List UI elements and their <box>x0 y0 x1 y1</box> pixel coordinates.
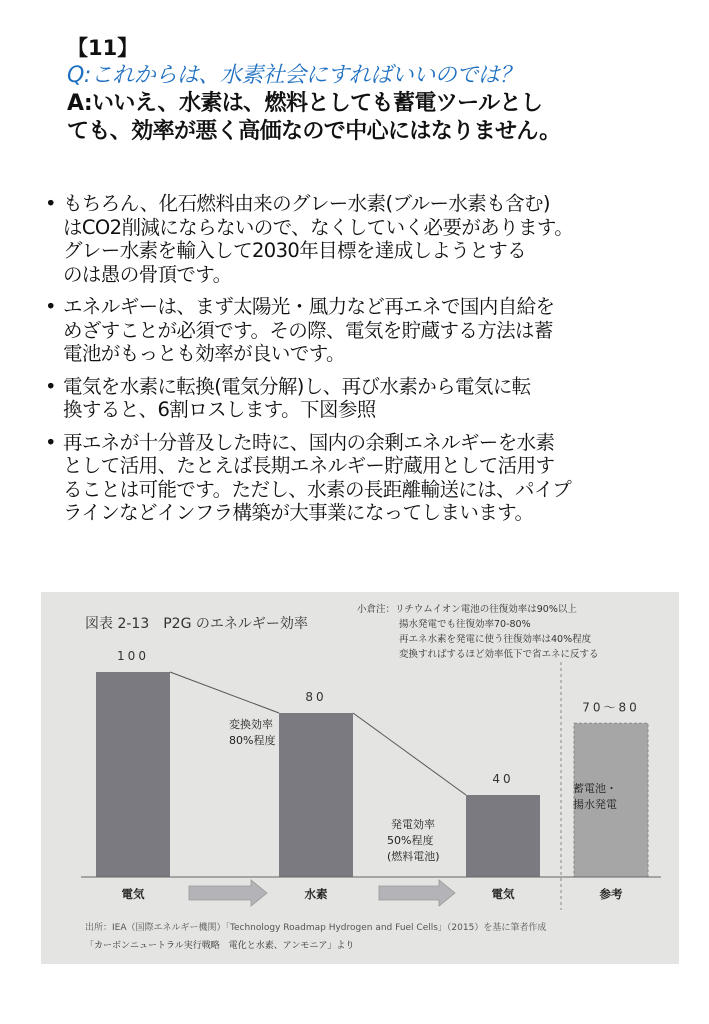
bar <box>466 795 540 877</box>
bullet-line: 再エネが十分普及した時に、国内の余剰エネルギーを水素 <box>63 430 555 454</box>
bullet-line: のは愚の骨頂です。 <box>63 262 232 286</box>
bullet-line: もちろん、化石燃料由来のグレー水素(ブルー水素も含む) <box>63 192 550 215</box>
bar-value-label: 40 <box>492 772 514 786</box>
bullet-line: グレー水素を輸入して2030年目標を達成しようとする <box>63 239 527 262</box>
reference-label-1: 蓄電池・ <box>573 782 617 795</box>
bullet-dot-icon: • <box>45 430 56 454</box>
bullet-line: ることは可能です。ただし、水素の長距離輸送には、パイプ <box>63 477 572 501</box>
slope-line <box>353 713 466 795</box>
source-line: 「カーボンニュートラル実行戦略 電化と水素、アンモニア」より <box>85 941 355 951</box>
bar-value-label: 80 <box>305 690 327 704</box>
bullet-line: はCO2削減にならないので、なくしていく必要があります。 <box>63 215 574 239</box>
slide-number: 【11】 <box>67 36 139 60</box>
conversion-label: 変換効率 <box>229 718 273 731</box>
bullet-line: めざすことが必須です。その際、電気を貯蔵する方法は蓄 <box>63 318 553 342</box>
bullet-line: 換すると、6割ロスします。下図参照 <box>63 398 376 421</box>
bullet-dot-icon: • <box>45 374 56 398</box>
bullet-line: 電気を水素に転換(電気分解)し、再び水素から電気に転 <box>63 374 531 398</box>
category-label: 参考 <box>599 887 623 901</box>
bar-value-label: 70〜80 <box>582 700 640 715</box>
bars-group <box>81 672 661 877</box>
bar-value-label: 100 <box>117 649 149 663</box>
slope-line <box>170 672 279 713</box>
figure-title: 図表 2-13 P2G のエネルギー効率 <box>85 616 308 632</box>
category-label: 水素 <box>304 887 328 901</box>
bullet-dot-icon: • <box>45 295 56 318</box>
bullet-item <box>45 295 685 366</box>
answer-line-1: A:いいえ、水素は、燃料としても蓄電ツールとし <box>67 91 543 116</box>
note-line: 再エネ水素を発電に使う往復効率は40%程度 <box>399 634 592 645</box>
slide-header <box>67 34 667 146</box>
category-label: 電気 <box>491 887 515 901</box>
conversion-value: 80%程度 <box>229 734 276 747</box>
bullet-line: エネルギーは、まず太陽光・風力など再エネで国内自給を <box>63 295 555 318</box>
generation-label: 発電効率 <box>391 818 435 831</box>
reference-label-2: 揚水発電 <box>573 798 617 811</box>
bullet-item <box>45 431 685 525</box>
bullet-line: 電池がもっとも効率が良いです。 <box>63 342 345 365</box>
bullet-dot-icon: • <box>45 192 56 215</box>
flow-arrow-icon <box>189 880 267 906</box>
generation-value: 50%程度 <box>387 834 434 847</box>
note-line: 小倉注：リチウムイオン電池の往復効率は90%以上 <box>357 604 577 615</box>
flow-arrow-icon <box>379 880 455 906</box>
bar <box>279 713 353 877</box>
p2g-efficiency-figure <box>41 592 679 964</box>
bar <box>96 672 170 877</box>
question-text: Q:これからは、水素社会にすればいいのでは？ <box>67 63 521 88</box>
generation-note: (燃料電池) <box>387 850 440 863</box>
bullet-list <box>45 192 685 534</box>
answer-line-2: ても、効率が悪く高価なので中心にはなりません。 <box>67 119 561 144</box>
note-line: 揚水発電でも往復効率70-80% <box>399 619 531 630</box>
bullet-item <box>45 192 685 286</box>
bullet-item <box>45 375 685 422</box>
source-line: 出所：IEA（国際エネルギー機関）「Technology Roadmap Hydrogen and Fuel Cells」（2015）を基に筆者作成 <box>85 923 547 933</box>
category-label: 電気 <box>121 887 145 901</box>
bullet-line: ラインなどインフラ構築が大事業になってしまいます。 <box>63 501 534 524</box>
efficiency-chart <box>41 592 679 964</box>
bullet-line: として活用、たとえば長期エネルギー貯蔵用として活用す <box>63 454 555 477</box>
note-line: 変換すればするほど効率低下で省エネに反する <box>399 649 599 660</box>
